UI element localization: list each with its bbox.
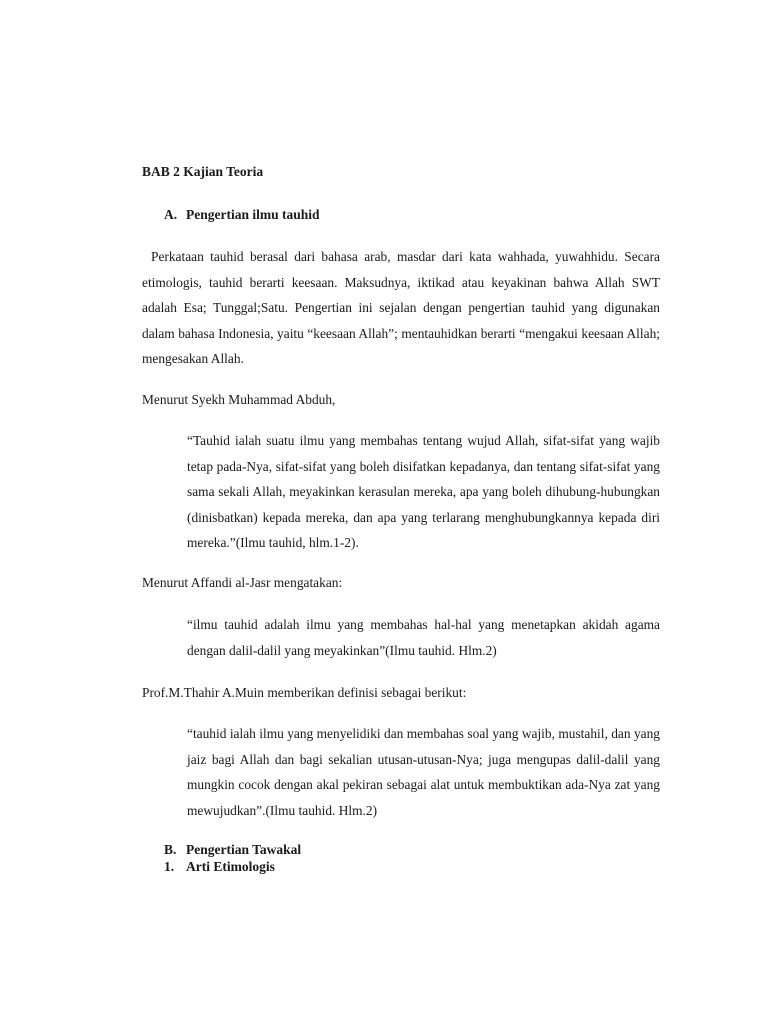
intro-thahir: Prof.M.Thahir A.Muin memberikan definisi sebagai berikut: xyxy=(142,685,467,700)
quote-thahir: “tauhid ialah ilmu yang menyelidiki dan membahas soal yang wajib, mustahil, dan yang jaiz bagi Allah dan bagi sekalian utusan-utusan-Nya; juga mengupas dalil-dalil yang mungkin cocok dengan akal pekiran sebagai alat untuk membuktikan ada-Nya zat yang mewujudkan”.(Ilmu tauhid. Hlm.2) xyxy=(187,726,660,818)
quote-affandi: “ilmu tauhid adalah ilmu yang membahas hal-hal yang menetapkan akidah agama dengan dalil-dalil yang meyakinkan”(Ilmu tauhid. Hlm.2) xyxy=(187,617,660,658)
section-b-title: Pengertian Tawakal xyxy=(186,842,302,857)
section-b-number: B. xyxy=(164,842,177,857)
section-a-number: A. xyxy=(164,207,178,222)
intro-affandi: Menurut Affandi al-Jasr mengatakan: xyxy=(142,575,343,590)
quote-abduh: “Tauhid ialah suatu ilmu yang membahas tentang wujud Allah, sifat-sifat yang wajib tetap pada-Nya, sifat-sifat yang boleh disifatkan kepadanya, dan tentang sifat-sifat yang sama sekali Allah, meyakinkan kerasulan mereka, apa yang boleh dihubung-hubungkan (dinisbatkan) kepada mereka, dan apa yang terlarang menghubungkannya kepada diri mereka.”(Ilmu tauhid, hlm.1-2). xyxy=(187,433,660,551)
section-b-heading xyxy=(164,841,301,858)
chapter-title: BAB 2 Kajian Teoria xyxy=(142,164,264,179)
subsection-1-heading xyxy=(164,858,275,875)
subsection-1-number: 1. xyxy=(164,859,175,874)
intro-abduh: Menurut Syekh Muhammad Abduh, xyxy=(142,392,336,407)
subsection-1-title: Arti Etimologis xyxy=(186,859,275,874)
section-a-heading xyxy=(164,207,320,223)
section-a-title: Pengertian ilmu tauhid xyxy=(186,207,320,222)
intro-paragraph: Perkataan tauhid berasal dari bahasa arab, masdar dari kata wahhada, yuwahhidu. Secara etimologis, tauhid berarti keesaan. Maksudnya, iktikad atau keyakinan bahwa Allah SWT adalah Esa; Tunggal;Satu. Pengertian ini sejalan dengan pengertian tauhid yang digunakan dalam bahasa Indonesia, yaitu “keesaan Allah”; mentauhidkan berarti “mengakui keesaan Allah; mengesakan Allah. xyxy=(142,249,660,367)
